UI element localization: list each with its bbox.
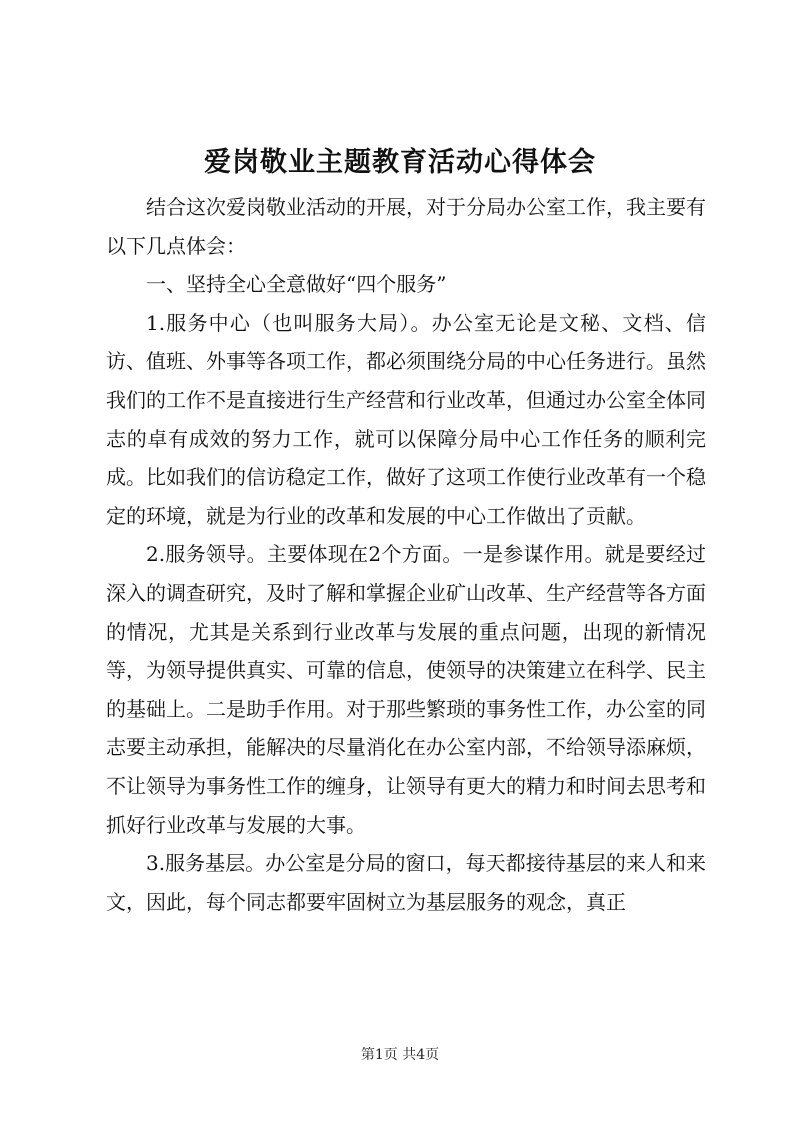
paragraph-intro: 结合这次爱岗敬业活动的开展，对于分局办公室工作，我主要有以下几点体会：	[106, 195, 706, 258]
document-body	[106, 188, 706, 921]
paragraph-serve-grassroots: 3.服务基层。办公室是分局的窗口，每天都接待基层的来人和来文，因此，每个同志都要牢固树立为基层服务的观念，真正	[106, 851, 706, 914]
document-title: 爱岗敬业主题教育活动心得体会	[204, 147, 596, 178]
paragraph-section-heading: 一、坚持全心全意做好“四个服务”	[146, 272, 447, 297]
page-number-footer: 第1页 共4页	[360, 1047, 440, 1063]
paragraph-serve-leaders: 2.服务领导。主要体现在2个方面。一是参谋作用。就是要经过深入的调查研究，及时了解和掌握企业矿山改革、生产经营等各方面的情况，尤其是关系到行业改革与发展的重点问题，出现的新情况等，为领导提供真实、可靠的信息，使领导的决策建立在科学、民主的基础上。二是助手作用。对于那些繁琐的事务性工作，办公室的同志要主动承担，能解决的尽量消化在办公室内部，不给领导添麻烦，不让领导为事务性工作的缠身，让领导有更大的精力和时间去思考和抓好行业改革与发展的大事。	[106, 542, 706, 837]
paragraph-serve-center: 1.服务中心（也叫服务大局）。办公室无论是文秘、文档、信访、值班、外事等各项工作，都必须围绕分局的中心任务进行。虽然我们的工作不是直接进行生产经营和行业改革，但通过办公室全体同志的卓有成效的努力工作，就可以保障分局中心工作任务的顺利完成。比如我们的信访稳定工作，做好了这项工作使行业改革有一个稳定的环境，就是为行业的改革和发展的中心工作做出了贡献。	[106, 310, 706, 528]
